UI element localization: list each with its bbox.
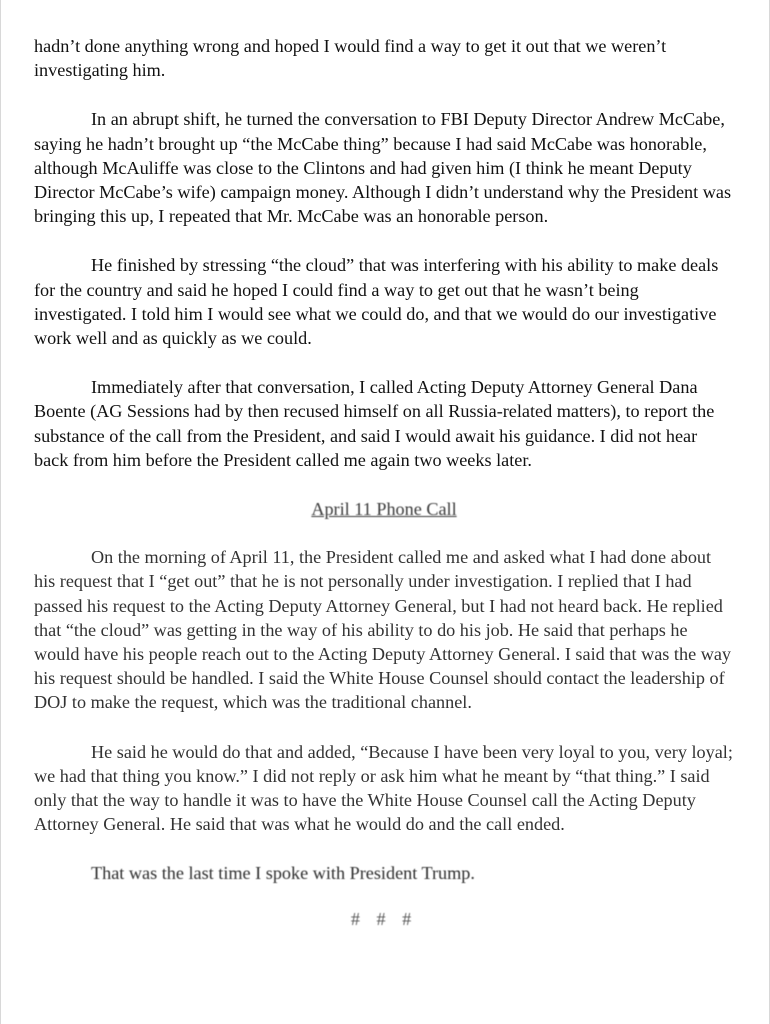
end-of-document-mark: # # # [350,908,418,929]
paragraph-last-time: That was the last time I spoke with President Trump. [91,863,475,884]
paragraph-the-cloud: He finished by stressing “the cloud” that was interfering with his ability to make deals for the country and said he hoped I could find a way to get out that he wasn’t being investigated. I told him I would see what we could do, and that we would do our investigative work well and as quickly as we could. [34,255,719,349]
paragraph-continuation: hadn’t done anything wrong and hoped I would find a way to get it out that we weren’t investigating him. [34,36,667,81]
paragraph-mccabe: In an abrupt shift, he turned the conversation to FBI Deputy Director Andrew McCabe, saying he hadn’t brought up “the McCabe thing” because I had said McCabe was honorable, although McAuliffe was close to the Clintons and had given him (I think he meant Deputy Director McCabe’s wife) campaign money. Although I didn’t understand why the President was bringing this up, I repeated that Mr. McCabe was an honorable person. [34,109,732,227]
document-body [34,34,734,931]
paragraph-april-11-call: On the morning of April 11, the President called me and asked what I had done about his request that I “get out” that he is not personally under investigation. I replied that I had passed his request to the Acting Deputy Attorney General, but I had not heard back. He replied that “the cloud” was getting in the way of his ability to do his job. He said that perhaps he would have his people reach out to the Acting Deputy Attorney General. I said that was the way his request should be handled. I said the White House Counsel should contact the leadership of DOJ to make the request, which was the traditional channel. [34,547,731,713]
paragraph-boente: Immediately after that conversation, I called Acting Deputy Attorney General Dana Boente (AG Sessions had by then recused himself on all Russia-related matters), to report the substance of the call from the President, and said I would await his guidance. I did not hear back from him before the President called me again two weeks later. [34,377,715,470]
section-heading: April 11 Phone Call [311,499,457,520]
paragraph-loyalty: He said he would do that and added, “Because I have been very loyal to you, very loyal; we had that thing you know.” I did not reply or ask him what he meant by “that thing.” I said only that the way to handle it was to have the White House Counsel call the Acting Deputy Attorney General. He said that was what he would do and the call ended. [34,741,733,835]
